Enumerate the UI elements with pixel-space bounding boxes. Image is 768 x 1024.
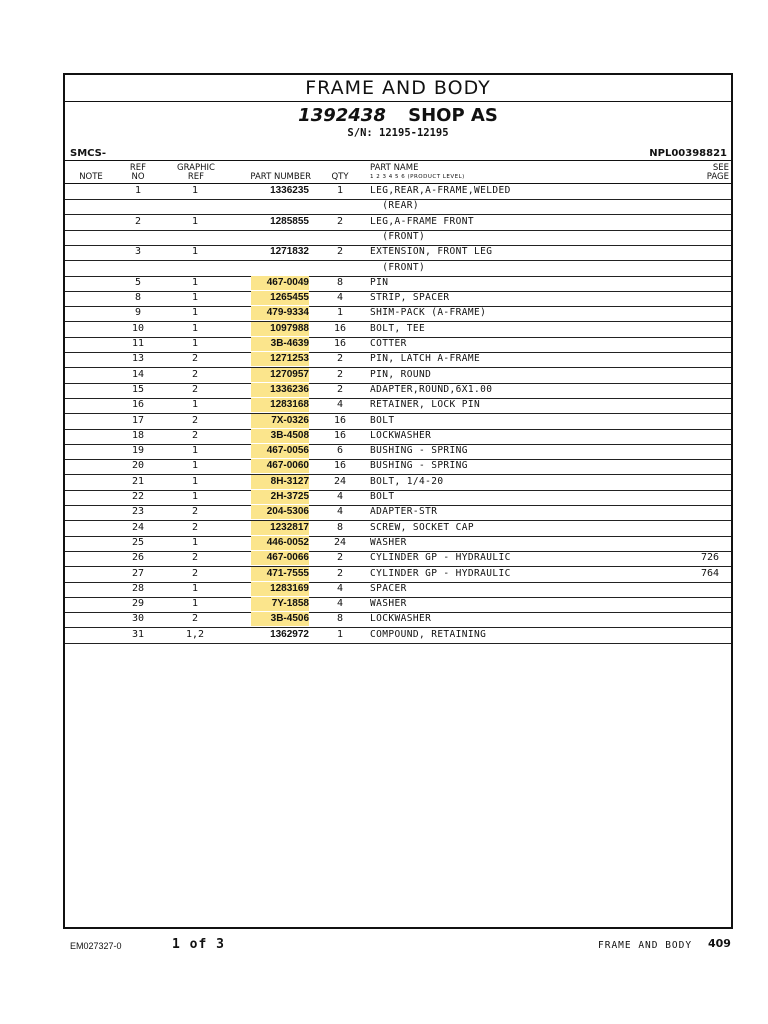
graphic-ref-cell: 2 — [191, 567, 199, 579]
part-number-cell: 471-7555 — [251, 567, 309, 581]
table-row — [65, 230, 731, 246]
see-page-cell — [665, 322, 719, 336]
footer-section: FRAME AND BODY — [598, 940, 693, 951]
ref-no-cell: 22 — [131, 491, 145, 502]
col-part-name — [370, 164, 570, 182]
table-row — [65, 567, 731, 583]
table-row — [65, 505, 731, 521]
table-row — [65, 306, 731, 322]
table-row — [65, 184, 731, 200]
see-page-cell — [665, 291, 719, 305]
qty-cell: 16 — [333, 414, 347, 426]
see-page-cell — [665, 490, 719, 504]
part-number-cell: 1270957 — [251, 368, 309, 382]
qty-cell: 2 — [336, 552, 344, 564]
qty-cell: 1 — [336, 307, 344, 319]
graphic-ref-cell — [170, 199, 220, 213]
ref-no-cell: 31 — [131, 628, 145, 640]
graphic-ref-cell: 1 — [191, 307, 199, 319]
col-ref-no-line2: NO — [131, 172, 145, 182]
graphic-ref-cell: 1 — [191, 491, 199, 502]
part-name-cell: ADAPTER,ROUND,6X1.00 — [370, 383, 493, 395]
qty-cell: 4 — [336, 292, 344, 304]
table-row — [65, 459, 731, 475]
qty-cell: 24 — [333, 475, 347, 487]
ref-no-cell: 8 — [134, 292, 142, 304]
page-title: FRAME AND BODY — [65, 75, 731, 102]
col-note: NOTE — [79, 172, 103, 182]
table-row — [65, 215, 731, 231]
col-see-page-line1: SEE — [712, 163, 729, 173]
part-number-cell: 1283168 — [251, 398, 309, 412]
footer-doc-code: EM027327-0 — [70, 941, 122, 951]
qty-cell: 4 — [336, 399, 344, 411]
graphic-ref-cell: 1,2 — [185, 628, 205, 640]
part-number-cell — [251, 261, 309, 275]
ref-no-cell: 11 — [131, 338, 145, 349]
table-row — [65, 261, 731, 277]
smcs-code: SMCS- — [70, 148, 107, 159]
part-number-cell: 7X-0326 — [251, 414, 309, 428]
part-name-cell: WASHER — [370, 536, 407, 548]
part-number-cell: 467-0060 — [251, 459, 309, 473]
part-name-cell: (FRONT) — [370, 230, 426, 242]
graphic-ref-cell: 1 — [191, 460, 199, 472]
graphic-ref-cell — [170, 230, 220, 244]
col-graphic-ref-line1: GRAPHIC — [177, 163, 215, 173]
part-name-cell: CYLINDER GP - HYDRAULIC — [370, 567, 511, 579]
col-graphic-ref — [168, 164, 224, 182]
graphic-ref-cell: 2 — [191, 383, 199, 395]
part-number-cell: 7Y-1858 — [251, 597, 309, 611]
see-page-cell — [665, 459, 719, 473]
graphic-ref-cell: 1 — [191, 475, 199, 487]
footer-page-of: 1 of 3 — [172, 937, 225, 952]
group-number: 1392438 — [298, 105, 386, 126]
table-row — [65, 398, 731, 414]
ref-no-cell: 20 — [131, 460, 145, 472]
table-row — [65, 490, 731, 506]
graphic-ref-cell: 1 — [191, 338, 199, 349]
qty-cell: 1 — [336, 628, 344, 640]
table-row — [65, 245, 731, 261]
see-page-cell — [665, 276, 719, 290]
table-row — [65, 521, 731, 537]
part-number-cell — [251, 199, 309, 213]
ref-no-cell: 15 — [131, 383, 145, 395]
see-page-cell — [665, 444, 719, 458]
part-name-cell: BUSHING - SPRING — [370, 460, 468, 472]
qty-cell: 2 — [336, 215, 344, 227]
see-page-cell — [665, 383, 719, 397]
part-name-cell: CYLINDER GP - HYDRAULIC — [370, 552, 511, 564]
qty-cell — [323, 230, 357, 244]
part-number-cell: 1271832 — [270, 246, 309, 258]
table-row — [65, 368, 731, 384]
part-number-cell: 1336235 — [270, 185, 309, 196]
serial-range: S/N: 12195-12195 — [347, 127, 449, 139]
graphic-ref-cell: 1 — [191, 582, 199, 594]
part-number-cell: 1271253 — [251, 352, 309, 366]
part-name-cell: (FRONT) — [370, 261, 426, 273]
part-name-cell: PIN — [370, 276, 389, 288]
part-name-cell: BOLT, 1/4-20 — [370, 475, 444, 487]
parts-page-frame — [63, 73, 733, 929]
see-page-cell — [665, 215, 719, 229]
see-page-cell — [665, 184, 719, 198]
see-page-cell — [665, 628, 719, 642]
qty-cell: 16 — [333, 322, 347, 334]
graphic-ref-cell: 1 — [191, 185, 199, 196]
part-name-cell: COTTER — [370, 338, 407, 349]
see-page-cell — [665, 521, 719, 535]
part-number-cell: 1362972 — [270, 628, 309, 640]
ref-no-cell: 2 — [134, 215, 142, 227]
part-name-cell: PIN, ROUND — [370, 368, 432, 380]
col-graphic-ref-line2: REF — [187, 172, 205, 182]
ref-no-cell: 10 — [131, 322, 145, 334]
graphic-ref-cell: 1 — [191, 445, 199, 457]
graphic-ref-cell: 1 — [191, 246, 199, 258]
ref-no-cell: 23 — [131, 506, 145, 518]
table-row — [65, 383, 731, 399]
qty-cell: 8 — [336, 613, 344, 625]
part-name-cell: COMPOUND, RETAINING — [370, 628, 487, 640]
part-number-cell: 3B-4639 — [251, 337, 309, 351]
qty-cell: 16 — [333, 460, 347, 472]
part-number-cell: 446-0052 — [251, 536, 309, 550]
part-number-cell: 3B-4506 — [251, 612, 309, 626]
qty-cell: 2 — [336, 246, 344, 258]
see-page-cell — [665, 612, 719, 626]
qty-cell: 8 — [336, 276, 344, 288]
npl-number: NPL00398821 — [649, 148, 727, 159]
graphic-ref-cell: 2 — [191, 552, 199, 564]
table-row — [65, 414, 731, 430]
ref-no-cell: 14 — [131, 368, 145, 380]
see-page-cell — [665, 245, 719, 259]
see-page-cell — [665, 199, 719, 213]
col-see-page-line2: PAGE — [706, 172, 729, 182]
part-name-cell: LOCKWASHER — [370, 429, 432, 441]
qty-cell: 16 — [333, 429, 347, 441]
graphic-ref-cell: 1 — [191, 292, 199, 304]
table-row — [65, 322, 731, 338]
ref-no-cell: 27 — [131, 567, 145, 579]
see-page-cell — [665, 230, 719, 244]
ref-no-cell: 21 — [131, 475, 145, 487]
qty-cell: 2 — [336, 383, 344, 395]
part-name-cell: BOLT — [370, 414, 395, 426]
col-qty: QTY — [331, 172, 349, 182]
table-row — [65, 291, 731, 307]
part-number-cell — [251, 230, 309, 244]
ref-no-cell: 25 — [131, 536, 145, 548]
part-name-cell: SHIM-PACK (A-FRAME) — [370, 307, 487, 319]
table-row — [65, 352, 731, 368]
qty-cell: 4 — [336, 582, 344, 594]
part-number-cell: 8H-3127 — [251, 475, 309, 489]
col-ref-no — [113, 164, 163, 182]
group-heading — [65, 105, 731, 127]
part-name-cell: LEG,REAR,A-FRAME,WELDED — [370, 185, 511, 196]
part-name-cell: EXTENSION, FRONT LEG — [370, 246, 493, 258]
ref-no-cell: 1 — [134, 185, 142, 196]
see-page-cell — [665, 536, 719, 550]
part-number-cell: 1232817 — [251, 521, 309, 535]
see-page-cell — [665, 505, 719, 519]
qty-cell — [323, 261, 357, 275]
see-page-cell — [665, 337, 719, 351]
ref-no-cell — [113, 261, 163, 275]
graphic-ref-cell: 2 — [191, 414, 199, 426]
ref-no-cell: 13 — [131, 353, 145, 365]
part-name-cell: RETAINER, LOCK PIN — [370, 399, 481, 411]
ref-no-cell: 26 — [131, 552, 145, 564]
part-name-cell: LOCKWASHER — [370, 613, 432, 625]
graphic-ref-cell: 2 — [191, 613, 199, 625]
part-number-cell: 1285855 — [270, 215, 309, 227]
part-number-cell: 1283169 — [251, 582, 309, 596]
graphic-ref-cell: 2 — [191, 368, 199, 380]
part-name-cell: ADAPTER-STR — [370, 506, 438, 518]
graphic-ref-cell: 2 — [191, 353, 199, 365]
qty-cell: 8 — [336, 521, 344, 533]
graphic-ref-cell: 2 — [191, 521, 199, 533]
ref-no-cell: 30 — [131, 613, 145, 625]
see-page-cell: 764 — [700, 567, 719, 579]
header-divider — [65, 160, 731, 161]
table-row — [65, 276, 731, 292]
graphic-ref-cell: 1 — [191, 399, 199, 411]
see-page-cell — [665, 306, 719, 320]
see-page-cell — [665, 582, 719, 596]
col-product-level: 1 2 3 4 5 6 (PRODUCT LEVEL) — [370, 174, 465, 180]
graphic-ref-cell: 2 — [191, 506, 199, 518]
part-number-cell: 204-5306 — [251, 505, 309, 519]
see-page-cell — [665, 368, 719, 382]
part-name-cell: STRIP, SPACER — [370, 292, 450, 304]
table-row — [65, 582, 731, 598]
qty-cell: 2 — [336, 368, 344, 380]
table-row — [65, 597, 731, 613]
part-number-cell: 1265455 — [251, 291, 309, 305]
ref-no-cell: 3 — [134, 246, 142, 258]
table-row — [65, 337, 731, 353]
part-number-cell: 1097988 — [251, 322, 309, 336]
ref-no-cell: 16 — [131, 399, 145, 411]
table-row — [65, 536, 731, 552]
part-number-cell: 2H-3725 — [251, 490, 309, 504]
table-row — [65, 429, 731, 445]
qty-cell: 6 — [336, 445, 344, 457]
part-name-cell: SCREW, SOCKET CAP — [370, 521, 475, 533]
table-row — [65, 475, 731, 491]
qty-cell: 4 — [336, 506, 344, 518]
graphic-ref-cell — [170, 261, 220, 275]
table-row — [65, 199, 731, 215]
graphic-ref-cell: 2 — [191, 429, 199, 441]
qty-cell: 4 — [336, 491, 344, 502]
qty-cell: 2 — [336, 353, 344, 365]
ref-no-cell: 17 — [131, 414, 145, 426]
footer-page-number: 409 — [708, 937, 731, 950]
part-number-cell: 1336236 — [251, 383, 309, 397]
col-see-page — [685, 164, 729, 182]
ref-no-cell: 28 — [131, 582, 145, 594]
ref-no-cell: 19 — [131, 445, 145, 457]
see-page-cell — [665, 414, 719, 428]
part-name-cell: LEG,A-FRAME FRONT — [370, 215, 475, 227]
qty-cell: 4 — [336, 598, 344, 610]
group-name: SHOP AS — [408, 105, 498, 126]
ref-no-cell: 18 — [131, 429, 145, 441]
part-number-cell: 3B-4508 — [251, 429, 309, 443]
col-ref-no-line1: REF — [129, 163, 147, 173]
ref-no-cell: 29 — [131, 598, 145, 610]
qty-cell: 2 — [336, 567, 344, 579]
ref-no-cell: 5 — [134, 276, 142, 288]
graphic-ref-cell: 1 — [191, 598, 199, 610]
graphic-ref-cell: 1 — [191, 322, 199, 334]
graphic-ref-cell: 1 — [191, 276, 199, 288]
table-row — [65, 444, 731, 460]
see-page-cell — [665, 475, 719, 489]
part-name-cell: BUSHING - SPRING — [370, 445, 468, 457]
part-name-cell: SPACER — [370, 582, 407, 594]
ref-no-cell — [113, 230, 163, 244]
table-row — [65, 551, 731, 567]
part-number-cell: 467-0049 — [251, 276, 309, 290]
part-number-cell: 467-0066 — [251, 551, 309, 565]
part-name-cell: WASHER — [370, 598, 407, 610]
ref-no-cell: 9 — [134, 307, 142, 319]
see-page-cell — [665, 429, 719, 443]
qty-cell: 16 — [333, 338, 347, 349]
part-name-cell: BOLT — [370, 491, 395, 502]
qty-cell: 24 — [333, 536, 347, 548]
col-part-name-label: PART NAME — [370, 163, 419, 173]
qty-cell: 1 — [336, 185, 344, 196]
graphic-ref-cell: 1 — [191, 536, 199, 548]
part-number-cell: 467-0056 — [251, 444, 309, 458]
part-number-cell: 479-9334 — [251, 306, 309, 320]
col-part-number: PART NUMBER — [250, 172, 311, 182]
see-page-cell — [665, 261, 719, 275]
see-page-cell: 726 — [700, 552, 719, 564]
see-page-cell — [665, 398, 719, 412]
see-page-cell — [665, 597, 719, 611]
ref-no-cell: 24 — [131, 521, 145, 533]
table-row — [65, 612, 731, 628]
see-page-cell — [665, 352, 719, 366]
graphic-ref-cell: 1 — [191, 215, 199, 227]
table-row — [65, 628, 731, 644]
part-name-cell: BOLT, TEE — [370, 322, 426, 334]
part-name-cell: (REAR) — [370, 200, 419, 212]
qty-cell — [323, 199, 357, 213]
ref-no-cell — [113, 199, 163, 213]
part-name-cell: PIN, LATCH A-FRAME — [370, 353, 481, 365]
